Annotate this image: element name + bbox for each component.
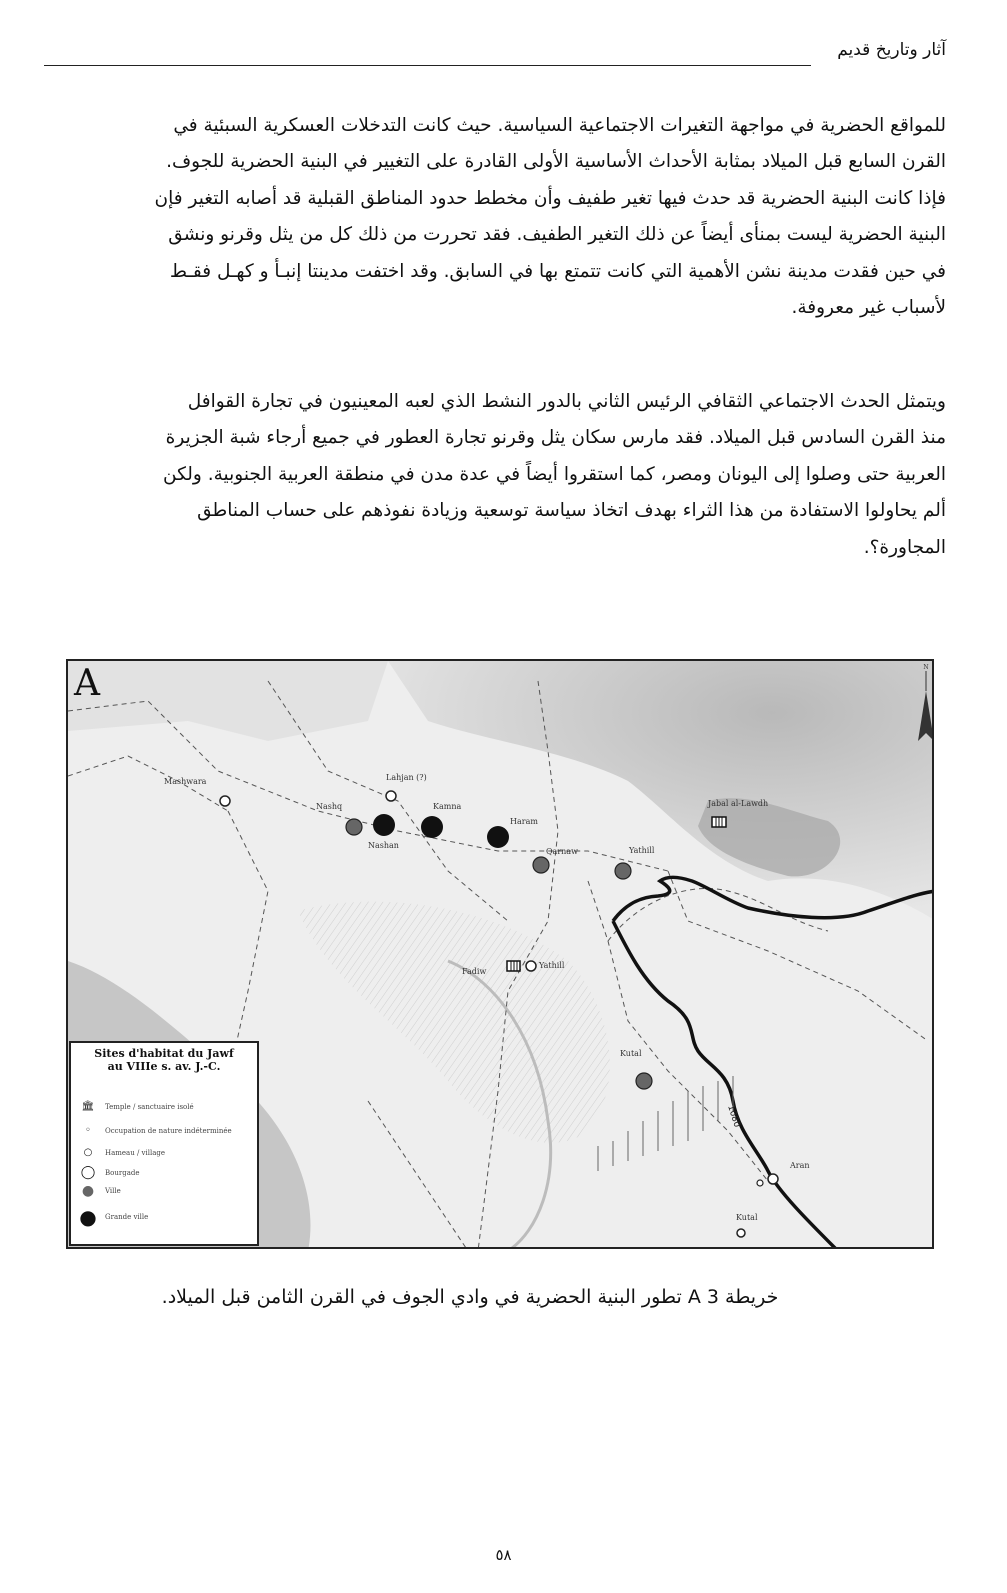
paragraph-line: ويتمثل الحدث الاجتماعي الثقافي الرئيس الثاني بالدور النشط الذي لعبه المعينيون في تجارة القوافل <box>187 391 946 412</box>
figure-caption: خريطة 3 A تطور البنية الحضرية في وادي الجوف في القرن الثامن قبل الميلاد. <box>161 1286 779 1308</box>
place-label: Nashan <box>368 841 399 850</box>
temple-icon: 🏛︎ <box>81 1101 95 1112</box>
paragraph-2 <box>46 384 946 566</box>
legend-title-line: Sites d'habitat du Jawf <box>94 1047 234 1060</box>
place-label: Jabal al-Lawdh <box>708 799 769 808</box>
site-ville <box>636 1073 652 1089</box>
legend-label: Grande ville <box>105 1213 149 1221</box>
paragraph-line: للمواقع الحضرية في مواجهة التغيرات الاجتماعية السياسية. حيث كانت التدخلات العسكرية السبئية في <box>173 115 946 136</box>
site-hameau <box>737 1229 745 1237</box>
paragraph-1 <box>46 108 946 326</box>
place-label: Nashq <box>316 802 343 811</box>
legend-item-bourgade <box>81 1165 140 1180</box>
legend-item-ville <box>81 1183 121 1199</box>
filled-circle-icon: ● <box>79 1205 97 1229</box>
place-label: Aran <box>790 1161 810 1170</box>
site-bourgade <box>768 1174 778 1184</box>
paragraph-line: لأسباب غير معروفة. <box>791 297 946 319</box>
site-ville <box>346 819 362 835</box>
paragraph-line: في حين فقدت مدينة نشن الأهمية التي كانت تتمتع بها في السابق. وقد اختفت مدينتا إنبـأ و كهـل فقـط <box>169 260 946 282</box>
paragraph-line: العربية حتى وصلوا إلى اليونان ومصر، كما استقروا أيضاً في عدة مدن في منطقة العربية الجنوبية. ولكن <box>162 463 946 485</box>
place-label: Kutal <box>620 1049 642 1058</box>
site-ville <box>533 857 549 873</box>
circle-icon: ○ <box>83 1147 93 1158</box>
page-number: ٥٨ <box>495 1546 512 1564</box>
temple-icon <box>507 961 520 971</box>
paragraph-line: ألم يحاولوا الاستفادة من هذا الثراء بهدف اتخاذ سياسة توسعية وزيادة نفوذهم على حساب المناطق <box>197 500 946 522</box>
place-label: Fadiw <box>462 967 487 976</box>
map-legend <box>69 1041 259 1246</box>
legend-label: Occupation de nature indéterminée <box>105 1126 232 1135</box>
place-label: Lahjan (?) <box>386 773 427 782</box>
legend-label: Temple / sanctuaire isolé <box>105 1102 194 1111</box>
legend-item-occupation <box>81 1125 232 1136</box>
place-label: Qarnaw <box>546 847 578 856</box>
legend-title-line: au VIIIe s. av. J.-C. <box>107 1060 221 1073</box>
small-circle-icon: ◦ <box>85 1125 91 1136</box>
site-bourgade <box>526 961 536 971</box>
svg-text:N: N <box>923 664 929 671</box>
site-ville <box>615 863 631 879</box>
filled-circle-icon: ● <box>81 1183 95 1199</box>
place-label: Kamna <box>433 802 462 811</box>
place-label: Yathill <box>539 961 565 970</box>
legend-item-temple <box>81 1101 194 1112</box>
site-hameau <box>386 791 396 801</box>
legend-title <box>71 1047 257 1073</box>
place-label: Yathill <box>629 846 655 855</box>
site-occupation <box>757 1180 763 1186</box>
site-grande-ville <box>373 814 395 836</box>
temple-icon <box>712 817 726 827</box>
place-label: Haram <box>510 817 538 826</box>
map-figure <box>66 659 934 1249</box>
paragraph-line: المجاورة؟. <box>863 536 946 558</box>
circle-icon: ◯ <box>80 1165 96 1180</box>
paragraph-line: منذ القرن السادس قبل الميلاد. فقد مارس سكان يثل وقرنو تجارة العطور في جميع أرجاء شبة الجزيرة <box>165 427 946 449</box>
running-header <box>44 40 946 70</box>
paragraph-line: القرن السابع قبل الميلاد بمثابة الأحداث الأساسية الأولى القادرة على التغيير في البنية الحضرية للجوف. <box>166 151 946 173</box>
map-panel-letter: A <box>74 663 100 704</box>
legend-label: Bourgade <box>105 1168 140 1177</box>
site-grande-ville <box>487 826 509 848</box>
place-label: Mashwara <box>164 777 207 786</box>
header-title: آثار وتاريخ قديم <box>837 40 946 60</box>
place-label: Kutal <box>736 1213 758 1222</box>
paragraph-line: فإذا كانت البنية الحضرية قد حدث فيها تغير طفيف وأن مخطط حدود المناطق القبلية قد أصابه التغير فإن <box>154 187 946 209</box>
legend-label: Ville <box>105 1187 121 1195</box>
legend-item-grande-ville <box>81 1205 148 1229</box>
site-grande-ville <box>421 816 443 838</box>
legend-item-hameau <box>81 1147 165 1158</box>
road-label: 1080 <box>725 1103 742 1129</box>
paragraph-line: البنية الحضرية ليست بمنأى أيضاً عن ذلك التغير الطفيف. فقد تحررت من ذلك كل من يثل وقرنو ونشق <box>168 224 946 246</box>
site-hameau <box>220 796 230 806</box>
header-rule <box>44 65 811 66</box>
legend-label: Hameau / village <box>105 1148 166 1157</box>
